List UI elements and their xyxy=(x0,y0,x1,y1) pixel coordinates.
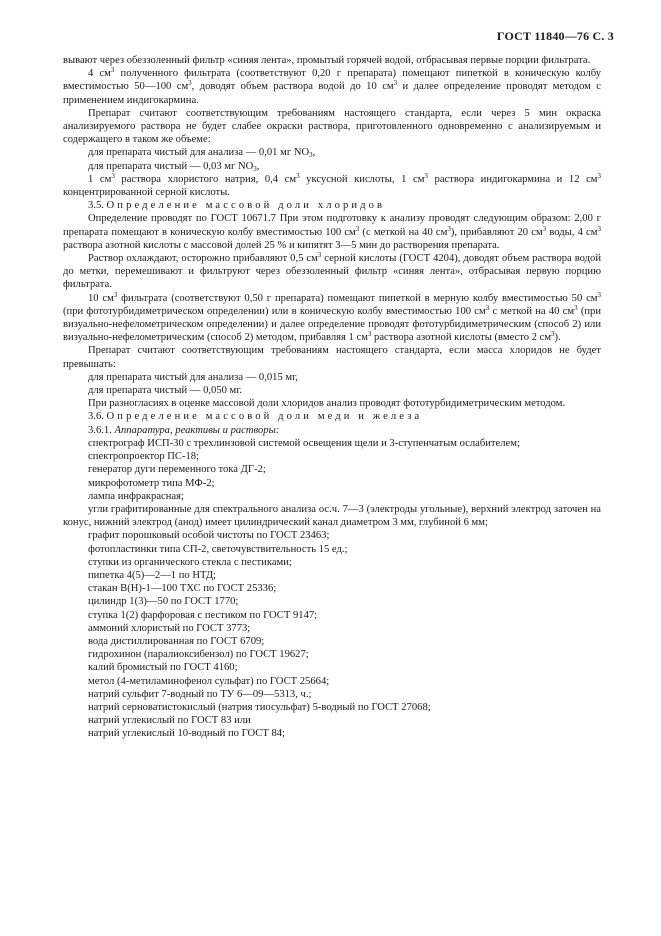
list-item: спектрограф ИСП-30 с трехлинзовой системой освещения щели и 3-ступенчатым ослабителем; xyxy=(88,437,520,449)
superscript: 3 xyxy=(597,290,601,299)
list-item: спектропроектор ПС-18; xyxy=(88,451,200,463)
list-item: калий бромистый по ГОСТ 4160; xyxy=(88,662,238,674)
limit-line: для препарата чистый — 0,03 мг $NO_3$, xyxy=(88,160,260,173)
list-item: натрий углекислый 10-водный по ГОСТ 84; xyxy=(88,728,285,740)
list-item: графит порошковый особой чистоты по ГОСТ 23463; xyxy=(88,530,330,542)
reagent-list xyxy=(63,529,601,740)
paragraph: Определение проводят по ГОСТ 10671.7 При этом подготовку к анализу проводят следующим образом: 2,00 г препарата помещают в коническую колбу вместимостью 100 $см^3$ (с меткой на 40 $см^3$), прибавляют 20 $см^3$ воды, 4 $см^3$ раствора азотной кислоты с массовой долей 25 % и кипятят 3—5 мин до растворения препарата. xyxy=(63,213,601,251)
page-header: ГОСТ 11840—76 С. 3 xyxy=(496,29,614,43)
list-item: метол (4-метиламинофенол сульфат) по ГОСТ 25664; xyxy=(88,675,330,687)
superscript: 3 xyxy=(113,290,118,299)
list-item: ступка 1(2) фарфоровая с пестиком по ГОСТ 9147; xyxy=(88,609,318,621)
subscript: 3 xyxy=(309,151,313,160)
page-content xyxy=(63,54,601,741)
limit-line: для препарата чистый для анализа — 0,01 мг $NO_3$, xyxy=(88,147,316,160)
superscript: 3 xyxy=(110,66,115,75)
list-item: ступки из органического стекла с пестиками; xyxy=(88,556,292,568)
section-title: Определение массовой доли меди и железа xyxy=(106,411,423,423)
paragraph: угли графитированные для спектрального анализа ос.ч. 7—3 (электроды угольные), верхний электрод заточен на конус, нижний электрод (анод) имеет цилиндрический канал диаметром 3 мм, глубиной 6 мм; xyxy=(63,503,601,529)
paragraph: Препарат считают соответствующим требованиям настоящего стандарта, если масса хлоридов не будет превышать: xyxy=(63,345,601,370)
superscript: 3 xyxy=(296,171,300,180)
section-number: 3.5. xyxy=(88,200,107,212)
superscript: 3 xyxy=(367,330,372,339)
list-item: стакан В(Н)-1—100 ТХС по ГОСТ 25336; xyxy=(88,583,277,595)
superscript: 3 xyxy=(542,224,547,233)
paragraph: вывают через обеззоленный фильтр «синяя лента», промытый горячей водой, отбрасывая первые порции фильтрата. xyxy=(63,55,591,66)
list-item: микрофотометр типа МФ-2; xyxy=(88,477,215,489)
list-item: фотопластинки типа СП-2, светочувствительность 15 ед.; xyxy=(88,543,348,555)
list-item: генератор дуги переменного тока ДГ-2; xyxy=(88,464,266,476)
superscript: 3 xyxy=(447,224,451,233)
superscript: 3 xyxy=(111,171,115,180)
subsection-title: Аппаратура, реактивы и растворы: xyxy=(114,424,280,436)
subscript: 3 xyxy=(253,164,257,173)
superscript: 3 xyxy=(188,79,192,88)
list-item: лампа инфракрасная; xyxy=(88,490,184,502)
section-number: 3.6. xyxy=(88,411,107,423)
list-item: вода дистиллированная по ГОСТ 6709; xyxy=(88,635,265,647)
superscript: 3 xyxy=(317,251,322,260)
superscript: 3 xyxy=(597,171,601,180)
superscript: 3 xyxy=(424,171,428,180)
list-item: натрий серноватистокислый (натрия тиосульфат) 5-водный по ГОСТ 27068; xyxy=(88,701,431,713)
subsection-number: 3.6.1. xyxy=(88,424,115,436)
superscript: 3 xyxy=(574,303,578,312)
list-item: гидрохинон (паралиоксибензол) по ГОСТ 19627; xyxy=(88,649,309,661)
limit-line: для препарата чистый — 0,050 мг. xyxy=(88,385,243,397)
limit-line: для препарата чистый для анализа — 0,015 мг, xyxy=(88,371,298,383)
list-item: пипетка 4(5)—2—1 по НТД; xyxy=(88,569,216,581)
paragraph: При разногласиях в оценке массовой доли хлоридов анализ проводят фототурбидиметрическим методом. xyxy=(88,398,566,410)
list-item: аммоний хлористый по ГОСТ 3773; xyxy=(88,622,251,634)
section-title: Определение массовой доли хлоридов xyxy=(106,200,386,212)
paragraph: 4 $см^3$ полученного фильтрата (соответствуют 0,20 г препарата) помещают пипеткой в коническую колбу вместимостью 50—100 $см^3$, доводят объем раствора водой до 10 $см^3$ и далее определение проводят методом с применением индигокармина. xyxy=(63,66,601,106)
superscript: 3 xyxy=(485,303,490,312)
list-item: цилиндр 1(3)—50 по ГОСТ 1770; xyxy=(88,596,239,608)
list-item: натрий углекислый по ГОСТ 83 или xyxy=(88,715,251,727)
superscript: 3 xyxy=(355,224,360,233)
equipment-list xyxy=(63,437,601,503)
section-heading xyxy=(63,199,601,212)
paragraph: 10 $см^3$ фильтрата (соответствуют 0,50 г препарата) помещают пипеткой в мерную колбу вместимостью 50 $см^3$ (при фототурбидиметрическом определении) или в коническую колбу вместимостью 100 $см^3$ с меткой на 40 $см^3$ (при визуально-нефелометрическом определении) и далее определение проводят фототурбидиметрическим (способ 2) или визуально-нефелометрическим (способ 2) методом, прибавляя 1 $см^3$ раствора азотной кислоты (вместо 2 $см^3$). xyxy=(63,290,601,344)
paragraph: 1 $см^3$ раствора хлористого натрия, 0,4 $см^3$ уксусной кислоты, 1 $см^3$ раствора индигокармина и 12 $см^3$ концентрированной серной кислоты. xyxy=(63,171,601,199)
section-heading xyxy=(63,410,601,423)
subsection-heading xyxy=(63,424,601,437)
superscript: 3 xyxy=(597,224,601,233)
superscript: 3 xyxy=(551,330,555,339)
list-item: натрий сульфит 7-водный по ТУ 6—09—5313, ч.; xyxy=(88,688,312,700)
paragraph: Препарат считают соответствующим требованиям настоящего стандарта, если через 5 мин окраска анализируемого раствора не будет слабее окраски раствора, приготовленного одновременно с анализируемым и содержащего в таком же объеме: xyxy=(63,107,601,146)
superscript: 3 xyxy=(393,79,398,88)
paragraph: Раствор охлаждают, осторожно прибавляют 0,5 $см^3$ серной кислоты (ГОСТ 4204), доводят объем раствора водой до метки, перемешивают и фильтруют через обеззоленный фильтр «синяя лента», отбрасывая первую порцию фильтрата. xyxy=(63,251,601,291)
